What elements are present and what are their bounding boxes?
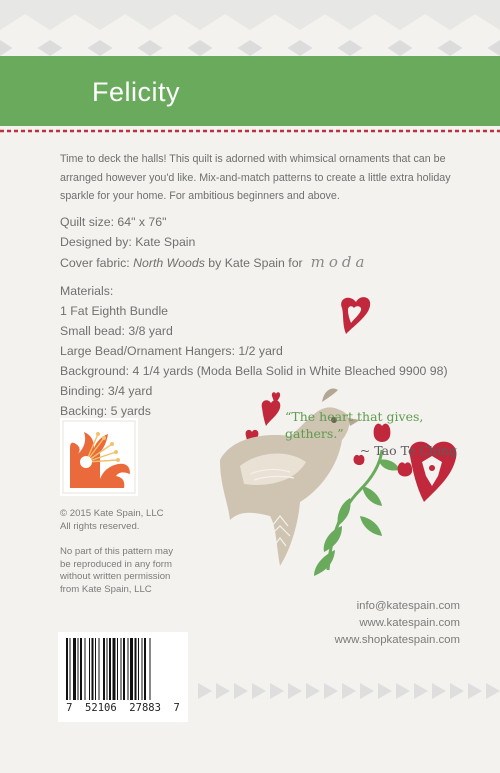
- cover-fabric-line: Cover fabric: North Woods by Kate Spain for moda: [60, 253, 369, 271]
- intro-paragraph: Time to deck the halls! This quilt is adorned with whimsical ornaments that can be arranged however you'd like. Mix-and-match patterns to create a little extra holiday sparkle for your home. For ambitious beginners and above.: [60, 153, 451, 202]
- website-link[interactable]: www.katespain.com: [359, 616, 460, 629]
- title-banner: [0, 56, 500, 126]
- material-item: 1 Fat Eighth Bundle: [60, 304, 169, 318]
- copyright: © 2015 Kate Spain, LLC All rights reserved.: [60, 508, 164, 532]
- quote: [285, 408, 485, 459]
- material-item: Backing: 5 yards: [60, 404, 151, 418]
- email-link[interactable]: info@katespain.com: [356, 600, 460, 612]
- material-item: Large Bead/Ornament Hangers: 1/2 yard: [60, 344, 283, 358]
- material-item: Binding: 3/4 yard: [60, 384, 153, 398]
- barcode-number: 7 52106 27883 7: [66, 702, 180, 714]
- material-item: Small bead: 3/8 yard: [60, 324, 173, 338]
- quote-author: ~ Tao Te Ching: [359, 443, 457, 458]
- stitch-divider: [0, 128, 500, 134]
- material-item: Background: 4 1/4 yards (Moda Bella Solid in White Bleached 9900 98): [60, 364, 448, 378]
- moda-logo: moda: [310, 253, 369, 271]
- materials-heading: Materials:: [60, 284, 114, 298]
- arrow-border-bottom: [194, 681, 500, 701]
- contact-info: [300, 598, 460, 648]
- quote-text: “The heart that gives, gathers.”: [285, 409, 424, 441]
- quilt-size: Quilt size: 64" x 76": [60, 215, 167, 229]
- zigzag-border-top: [0, 0, 500, 56]
- barcode-icon: [58, 632, 188, 722]
- flower-logo-icon: [60, 418, 138, 496]
- designer: Designed by: Kate Spain: [60, 235, 196, 249]
- pattern-title: Felicity: [92, 77, 181, 107]
- cover-fabric-name: North Woods: [133, 256, 205, 270]
- copyright-notice: No part of this pattern may be reproduced in any form without written permission from Kate Spain, LLC: [60, 546, 174, 595]
- shop-link[interactable]: www.shopkatespain.com: [334, 633, 460, 646]
